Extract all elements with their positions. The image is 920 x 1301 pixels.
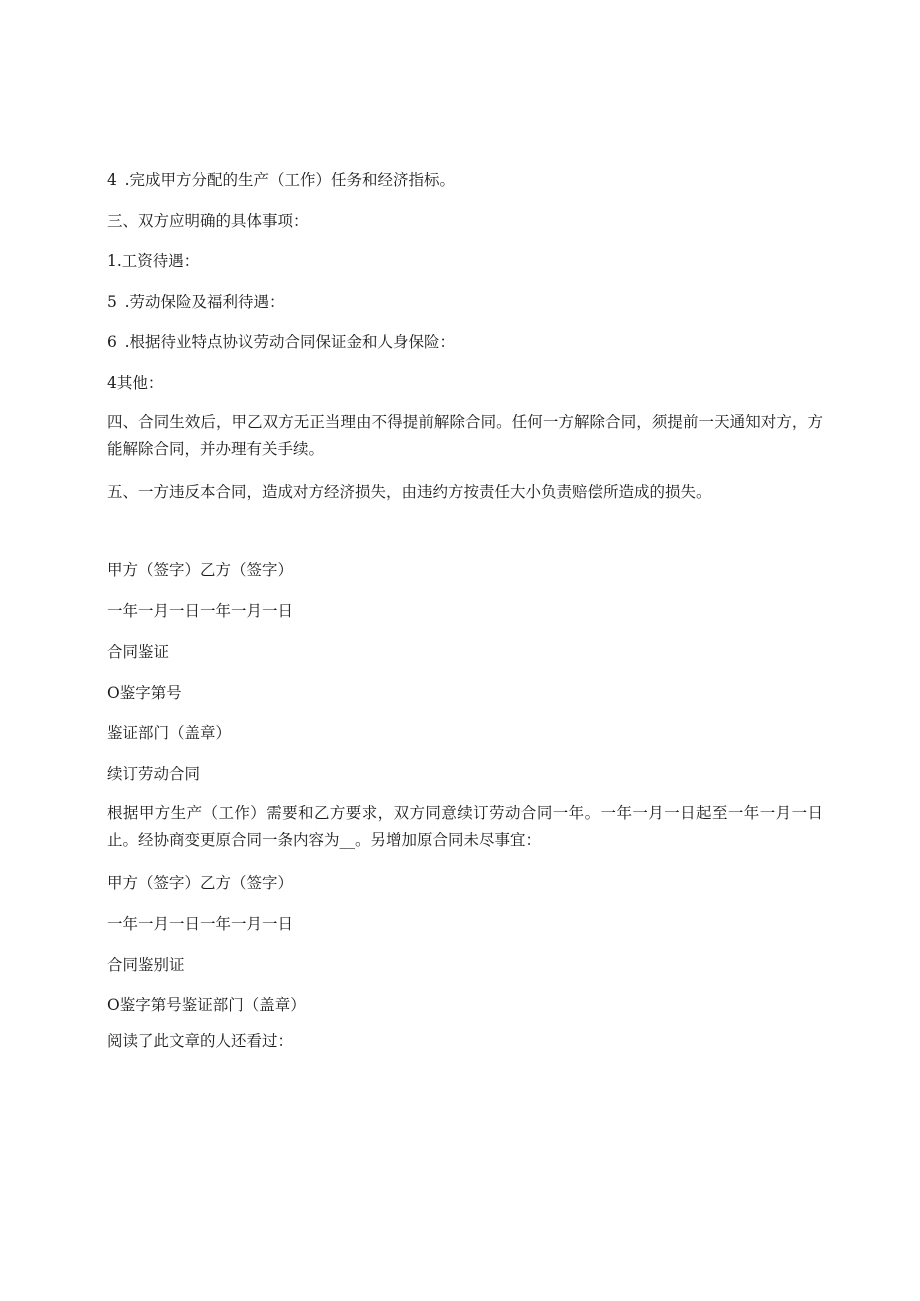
renewal-verification-heading: 合同鉴别证	[107, 956, 185, 974]
date-line: 一年一月一日一年一月一日	[107, 602, 294, 620]
section-3-heading: 三、双方应明确的具体事项：	[107, 212, 309, 230]
item-4-other: 4其他：	[107, 374, 164, 392]
item-6-deposit: 6 .根据待业特点协议劳动合同保证金和人身保险：	[107, 333, 456, 351]
item-1-wages: 1.工资待遇：	[107, 252, 200, 270]
signature-line: 甲方（签字）乙方（签字）	[107, 561, 294, 579]
verification-number: O鉴字第号	[107, 684, 182, 702]
renewal-signature-line: 甲方（签字）乙方（签字）	[107, 874, 294, 892]
item-5-insurance: 5 .劳动保险及福利待遇：	[107, 293, 285, 311]
section-4-termination: 四、合同生效后，甲乙双方无正当理由不得提前解除合同。任何一方解除合同，须提前一天通知对方，方能解除合同，并办理有关手续。	[107, 413, 823, 458]
verification-heading: 合同鉴证	[107, 643, 170, 661]
renewal-title: 续订劳动合同	[107, 765, 201, 783]
renewal-date-line: 一年一月一日一年一月一日	[107, 915, 294, 933]
renewal-paragraph: 根据甲方生产（工作）需要和乙方要求，双方同意续订劳动合同一年。一年一月一日起至一年一月一日止。经协商变更原合同一条内容为__。另增加原合同未尽事宜：	[107, 804, 823, 849]
section-5-breach: 五、一方违反本合同，造成对方经济损失，由违约方按责任大小负责赔偿所造成的损失。	[107, 483, 712, 501]
related-articles-label: 阅读了此文章的人还看过：	[107, 1032, 294, 1050]
renewal-verification-line: O鉴字第号鉴证部门（盖章）	[107, 996, 306, 1014]
item-4-tasks: 4 .完成甲方分配的生产（工作）任务和经济指标。	[107, 171, 456, 189]
verification-department: 鉴证部门（盖章）	[107, 724, 232, 742]
